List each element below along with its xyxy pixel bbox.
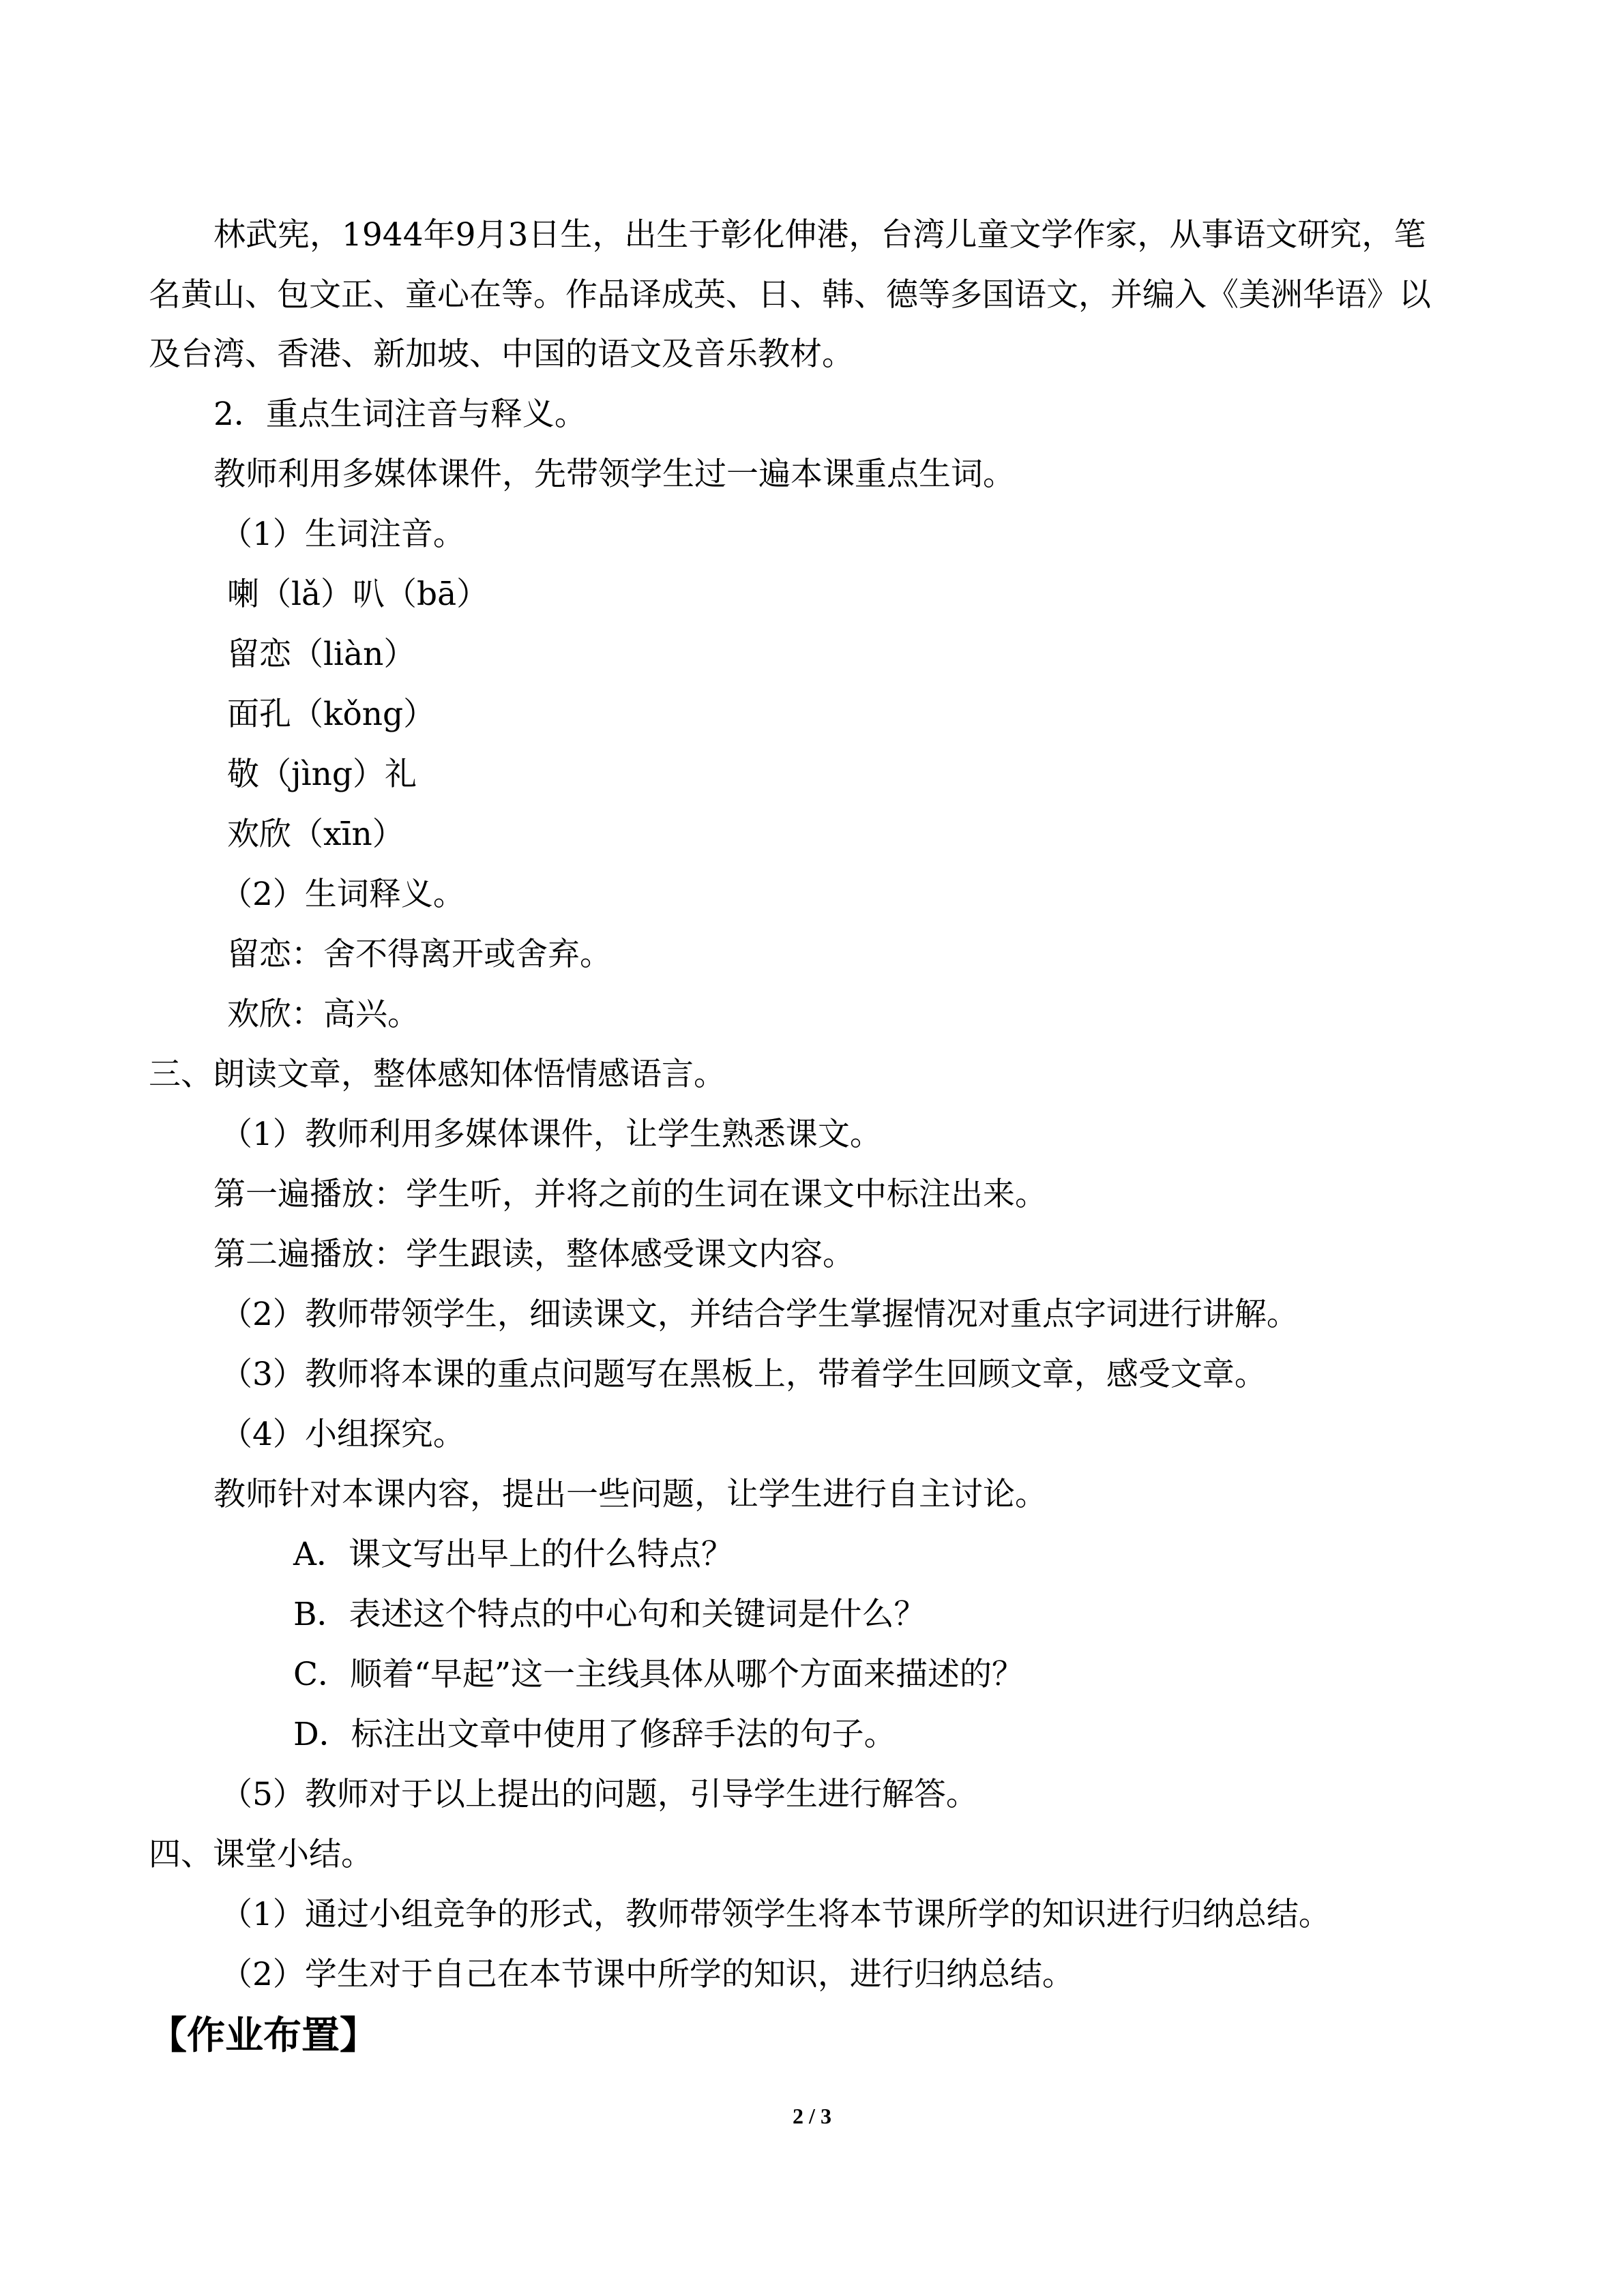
vocab-heading: 2．重点生词注音与释义。 bbox=[213, 396, 587, 433]
step-1: （1）教师利用多媒体课件，让学生熟悉课文。 bbox=[220, 1116, 882, 1153]
play-2: 第二遍播放：学生跟读，整体感受课文内容。 bbox=[213, 1236, 855, 1273]
step-5: （5）教师对于以上提出的问题，引导学生进行解答。 bbox=[220, 1776, 978, 1813]
summary-1: （1）通过小组竞争的形式，教师带领学生将本节课所学的知识进行归纳总结。 bbox=[220, 1896, 1331, 1933]
question-d: D．标注出文章中使用了修辞手法的句子。 bbox=[293, 1716, 896, 1753]
section-4-heading: 四、课堂小结。 bbox=[149, 1836, 373, 1873]
meaning-heading: （2）生词释义。 bbox=[220, 876, 465, 913]
play-1: 第一遍播放：学生听，并将之前的生词在课文中标注出来。 bbox=[213, 1176, 1047, 1213]
question-b: B．表述这个特点的中心句和关键词是什么？ bbox=[293, 1596, 926, 1633]
step-3: （3）教师将本课的重点问题写在黑板上，带着学生回顾文章，感受文章。 bbox=[220, 1356, 1267, 1393]
bio-line-1: 林武宪，1944年9月3日生，出生于彰化伸港，台湾儿童文学作家，从事语文研究，笔 bbox=[213, 216, 1426, 254]
bio-line-2: 名黄山、包文正、童心在等。作品译成英、日、韩、德等多国语文，并编入《美洲华语》以 bbox=[149, 276, 1431, 314]
vocab-word-2: 留恋（liàn） bbox=[227, 636, 416, 673]
discuss-intro: 教师针对本课内容，提出一些问题，让学生进行自主讨论。 bbox=[213, 1476, 1047, 1513]
question-a: A．课文写出早上的什么特点？ bbox=[293, 1536, 733, 1573]
vocab-word-3: 面孔（kǒng） bbox=[227, 696, 436, 733]
question-c: C．顺着“早起”这一主线具体从哪个方面来描述的？ bbox=[293, 1656, 1024, 1693]
page-number: 2 / 3 bbox=[793, 2104, 831, 2128]
vocab-intro: 教师利用多媒体课件，先带领学生过一遍本课重点生词。 bbox=[213, 456, 1015, 493]
section-3-heading: 三、朗读文章，整体感知体悟情感语言。 bbox=[149, 1056, 726, 1093]
bio-line-3: 及台湾、香港、新加坡、中国的语文及音乐教材。 bbox=[149, 336, 854, 373]
step-4: （4）小组探究。 bbox=[220, 1416, 465, 1453]
vocab-word-1: 喇（lǎ）叭（bā） bbox=[227, 576, 489, 613]
meaning-1: 留恋：舍不得离开或舍弃。 bbox=[227, 936, 612, 973]
vocab-word-4: 敬（jìng）礼 bbox=[227, 756, 417, 793]
meaning-2: 欢欣：高兴。 bbox=[227, 996, 419, 1033]
homework-heading: 【作业布置】 bbox=[149, 2014, 378, 2058]
pinyin-heading: （1）生词注音。 bbox=[220, 516, 465, 553]
summary-2: （2）学生对于自己在本节课中所学的知识，进行归纳总结。 bbox=[220, 1956, 1074, 1993]
vocab-word-5: 欢欣（xīn） bbox=[227, 816, 404, 853]
step-2: （2）教师带领学生，细读课文，并结合学生掌握情况对重点字词进行讲解。 bbox=[220, 1296, 1299, 1333]
